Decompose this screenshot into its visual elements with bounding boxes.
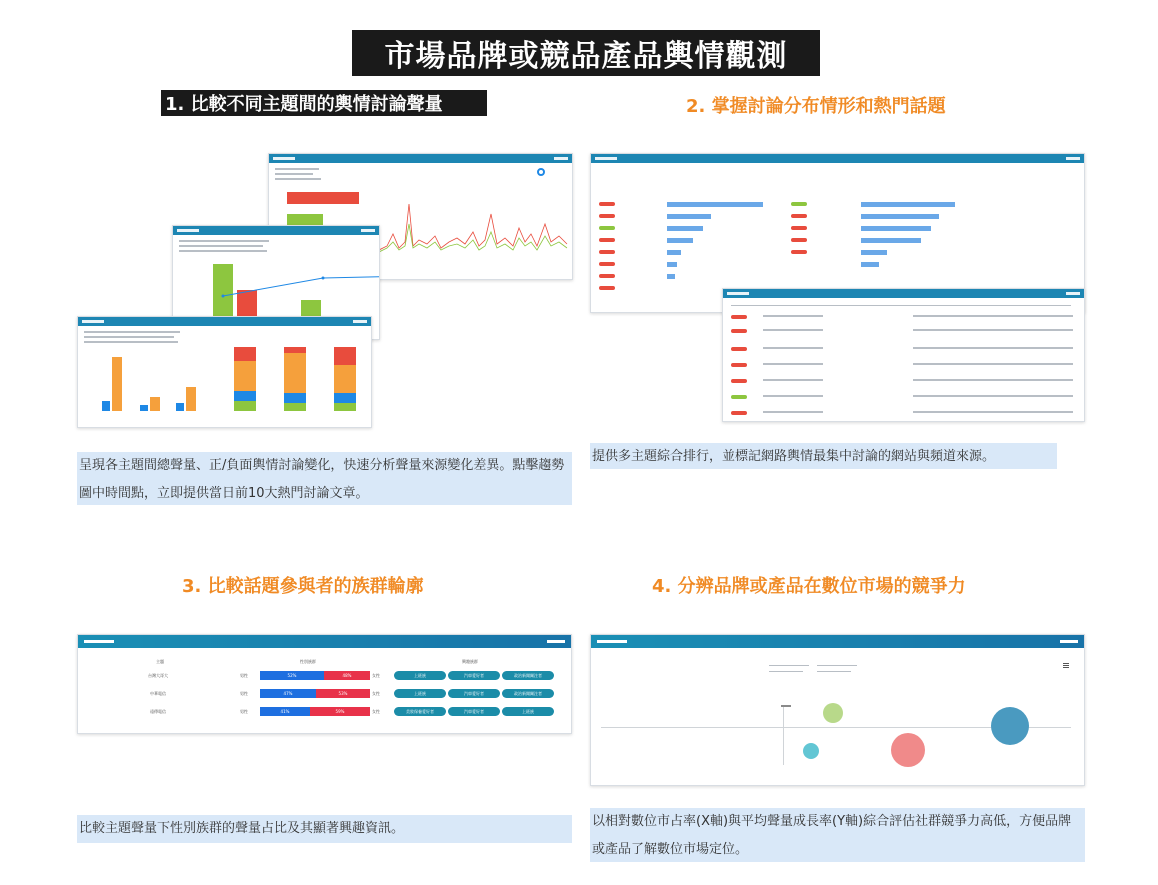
topic-name: 遠傳電信: [150, 709, 166, 714]
source-compare-panel: [77, 316, 372, 428]
interest-tag[interactable]: 上班族: [394, 671, 446, 680]
male-label: 男性: [240, 691, 248, 696]
female-share: 53%: [316, 689, 370, 698]
section-3-description: 比較主題聲量下性別族群的聲量占比及其顯著興趣資訊。: [77, 815, 572, 843]
bar: [112, 357, 122, 411]
female-label: 女性: [372, 709, 380, 714]
section-3-heading: 3. 比較話題參與者的族群輪廓: [182, 576, 424, 597]
bar: [176, 403, 184, 411]
male-share: 47%: [260, 689, 316, 698]
section-4-description: 以相對數位市占率(X軸)與平均聲量成長率(Y軸)綜合評估社群競爭力高低，方便品牌或產品了解數位市場定位。: [590, 808, 1085, 862]
trend-line-chart[interactable]: [379, 184, 569, 256]
male-label: 男性: [240, 709, 248, 714]
bubble[interactable]: [823, 703, 843, 723]
interest-tag[interactable]: 上班族: [502, 707, 554, 716]
interest-tag[interactable]: 汽車愛好者: [448, 671, 500, 680]
interest-tag[interactable]: 上班族: [394, 689, 446, 698]
female-label: 女性: [372, 691, 380, 696]
male-share: 52%: [260, 671, 324, 680]
female-share: 59%: [310, 707, 370, 716]
audience-panel: [77, 634, 572, 734]
bubble[interactable]: [891, 733, 925, 767]
topic-name: 中華電信: [150, 691, 166, 696]
section-2-heading: 2. 掌握討論分布情形和熱門話題: [686, 96, 946, 117]
male-share: 41%: [260, 707, 310, 716]
table-header-topic: 主題: [156, 659, 164, 664]
interest-tag[interactable]: 美妝保養愛好者: [394, 707, 446, 716]
interest-tag[interactable]: 政治新聞關注者: [502, 689, 554, 698]
table-header-gender: 性別族群: [300, 659, 316, 664]
topic-name: 台灣大哥大: [148, 673, 168, 678]
table-header-interest: 興趣族群: [462, 659, 478, 664]
section-4-heading: 4. 分辨品牌或產品在數位市場的競爭力: [652, 576, 966, 597]
bubble[interactable]: [991, 707, 1029, 745]
bubble[interactable]: [803, 743, 819, 759]
section-1-heading: 1. 比較不同主題間的輿情討論聲量: [161, 90, 487, 116]
male-label: 男性: [240, 673, 248, 678]
section-2-description: 提供多主題綜合排行，並標記網路輿情最集中討論的網站與頻道來源。: [590, 443, 1057, 469]
bar: [186, 387, 196, 411]
bar: [287, 192, 359, 204]
competitiveness-panel: [590, 634, 1085, 786]
page-title: 市場品牌或競品產品輿情觀測: [352, 30, 820, 76]
bar: [102, 401, 110, 411]
bar: [140, 405, 148, 411]
section-1-description: 呈現各主題間總聲量、正/負面輿情討論變化，快速分析聲量來源變化差異。點擊趨勢圖中時間點，立即提供當日前10大熱門討論文章。: [77, 452, 572, 505]
interest-tag[interactable]: 政治新聞關注者: [502, 671, 554, 680]
hot-articles-panel: [722, 288, 1085, 422]
bar: [150, 397, 160, 411]
interest-tag[interactable]: 汽車愛好者: [448, 689, 500, 698]
interest-tag[interactable]: 汽車愛好者: [448, 707, 500, 716]
female-share: 48%: [324, 671, 370, 680]
female-label: 女性: [372, 673, 380, 678]
